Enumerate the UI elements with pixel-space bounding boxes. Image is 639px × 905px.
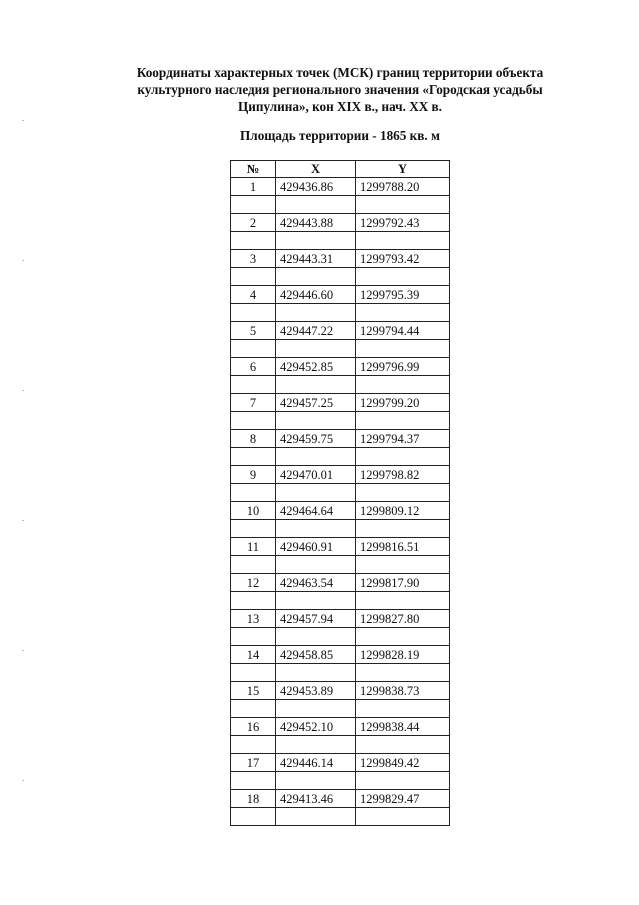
x-coordinate-cell: 429443.88 (276, 214, 356, 232)
point-number-cell: 9 (231, 466, 276, 484)
table-row (231, 358, 450, 376)
point-number-cell: 6 (231, 358, 276, 376)
table-row (231, 322, 450, 340)
table-row (231, 502, 450, 520)
document-title (100, 64, 580, 115)
empty-cell (356, 484, 450, 502)
y-coordinate-cell: 1299796.99 (356, 358, 450, 376)
empty-table-row (231, 232, 450, 250)
x-coordinate-cell: 429470.01 (276, 466, 356, 484)
y-coordinate-cell: 1299849.42 (356, 754, 450, 772)
x-coordinate-cell: 429452.10 (276, 718, 356, 736)
empty-cell (356, 412, 450, 430)
empty-cell (356, 592, 450, 610)
table-body (231, 178, 450, 826)
empty-cell (356, 304, 450, 322)
empty-table-row (231, 592, 450, 610)
empty-cell (231, 232, 276, 250)
y-coordinate-cell: 1299799.20 (356, 394, 450, 412)
y-coordinate-cell: 1299816.51 (356, 538, 450, 556)
empty-cell (356, 556, 450, 574)
empty-cell (231, 268, 276, 286)
empty-table-row (231, 376, 450, 394)
empty-table-row (231, 268, 450, 286)
x-coordinate-cell: 429447.22 (276, 322, 356, 340)
empty-cell (231, 304, 276, 322)
empty-cell (356, 520, 450, 538)
empty-cell (276, 484, 356, 502)
empty-cell (276, 700, 356, 718)
point-number-cell: 17 (231, 754, 276, 772)
point-number-cell: 1 (231, 178, 276, 196)
x-coordinate-cell: 429457.25 (276, 394, 356, 412)
title-line-1: Координаты характерных точек (МСК) границ территории объекта (136, 65, 544, 80)
y-coordinate-cell: 1299829.47 (356, 790, 450, 808)
y-coordinate-cell: 1299793.42 (356, 250, 450, 268)
empty-cell (231, 736, 276, 754)
empty-table-row (231, 556, 450, 574)
y-coordinate-cell: 1299827.80 (356, 610, 450, 628)
x-coordinate-cell: 429464.64 (276, 502, 356, 520)
x-coordinate-cell: 429459.75 (276, 430, 356, 448)
x-coordinate-cell: 429413.46 (276, 790, 356, 808)
x-coordinate-cell: 429460.91 (276, 538, 356, 556)
table-row (231, 754, 450, 772)
y-coordinate-cell: 1299795.39 (356, 286, 450, 304)
empty-cell (276, 808, 356, 826)
table-row (231, 574, 450, 592)
point-number-cell: 7 (231, 394, 276, 412)
area-caption: Площадь территории - 1865 кв. м (240, 128, 440, 143)
empty-table-row (231, 412, 450, 430)
empty-cell (231, 628, 276, 646)
empty-cell (356, 268, 450, 286)
empty-cell (356, 340, 450, 358)
empty-cell (276, 520, 356, 538)
empty-cell (231, 772, 276, 790)
empty-cell (276, 556, 356, 574)
x-coordinate-cell: 429453.89 (276, 682, 356, 700)
empty-cell (231, 412, 276, 430)
point-number-cell: 4 (231, 286, 276, 304)
y-coordinate-cell: 1299792.43 (356, 214, 450, 232)
title-line-3: Ципулина», кон XIX в., нач. XX в. (238, 99, 442, 114)
y-coordinate-cell: 1299838.73 (356, 682, 450, 700)
empty-cell (276, 232, 356, 250)
header-number: № (231, 161, 276, 178)
point-number-cell: 2 (231, 214, 276, 232)
table-row (231, 790, 450, 808)
y-coordinate-cell: 1299794.37 (356, 430, 450, 448)
empty-cell (356, 700, 450, 718)
empty-table-row (231, 808, 450, 826)
empty-cell (231, 448, 276, 466)
empty-cell (356, 376, 450, 394)
empty-cell (356, 664, 450, 682)
empty-cell (356, 232, 450, 250)
y-coordinate-cell: 1299809.12 (356, 502, 450, 520)
empty-cell (276, 376, 356, 394)
y-coordinate-cell: 1299798.82 (356, 466, 450, 484)
y-coordinate-cell: 1299838.44 (356, 718, 450, 736)
empty-cell (356, 628, 450, 646)
point-number-cell: 16 (231, 718, 276, 736)
x-coordinate-cell: 429463.54 (276, 574, 356, 592)
point-number-cell: 3 (231, 250, 276, 268)
scan-mark (22, 520, 24, 521)
point-number-cell: 11 (231, 538, 276, 556)
empty-cell (276, 664, 356, 682)
empty-cell (231, 700, 276, 718)
x-coordinate-cell: 429446.60 (276, 286, 356, 304)
empty-table-row (231, 448, 450, 466)
empty-cell (231, 808, 276, 826)
point-number-cell: 18 (231, 790, 276, 808)
empty-cell (276, 340, 356, 358)
x-coordinate-cell: 429458.85 (276, 646, 356, 664)
empty-cell (276, 628, 356, 646)
point-number-cell: 10 (231, 502, 276, 520)
table-row (231, 430, 450, 448)
title-line-2: культурного наследия регионального значения «Городская усадьбы (137, 82, 543, 97)
table-row (231, 610, 450, 628)
point-number-cell: 15 (231, 682, 276, 700)
y-coordinate-cell: 1299828.19 (356, 646, 450, 664)
empty-cell (276, 448, 356, 466)
empty-cell (276, 772, 356, 790)
empty-table-row (231, 340, 450, 358)
empty-table-row (231, 664, 450, 682)
empty-table-row (231, 196, 450, 214)
scan-mark (22, 120, 24, 121)
empty-cell (356, 736, 450, 754)
empty-cell (231, 376, 276, 394)
empty-cell (356, 196, 450, 214)
empty-cell (276, 592, 356, 610)
empty-table-row (231, 736, 450, 754)
empty-cell (231, 556, 276, 574)
x-coordinate-cell: 429452.85 (276, 358, 356, 376)
empty-table-row (231, 772, 450, 790)
x-coordinate-cell: 429446.14 (276, 754, 356, 772)
empty-cell (356, 772, 450, 790)
point-number-cell: 12 (231, 574, 276, 592)
table-row (231, 394, 450, 412)
empty-cell (231, 592, 276, 610)
scan-mark (22, 650, 24, 651)
table-row (231, 682, 450, 700)
point-number-cell: 5 (231, 322, 276, 340)
empty-cell (231, 664, 276, 682)
empty-cell (276, 304, 356, 322)
point-number-cell: 13 (231, 610, 276, 628)
y-coordinate-cell: 1299817.90 (356, 574, 450, 592)
table-header-row (231, 161, 450, 178)
table-row (231, 286, 450, 304)
x-coordinate-cell: 429457.94 (276, 610, 356, 628)
empty-cell (356, 808, 450, 826)
table-row (231, 214, 450, 232)
header-x: X (276, 161, 356, 178)
point-number-cell: 8 (231, 430, 276, 448)
point-number-cell: 14 (231, 646, 276, 664)
table-row (231, 538, 450, 556)
empty-cell (231, 340, 276, 358)
scan-mark (22, 780, 24, 781)
empty-cell (231, 520, 276, 538)
coordinates-table (230, 160, 450, 826)
table-row (231, 250, 450, 268)
empty-cell (231, 484, 276, 502)
y-coordinate-cell: 1299788.20 (356, 178, 450, 196)
table-row (231, 718, 450, 736)
table-row (231, 646, 450, 664)
scan-mark (22, 260, 24, 261)
x-coordinate-cell: 429443.31 (276, 250, 356, 268)
empty-table-row (231, 520, 450, 538)
empty-cell (231, 196, 276, 214)
empty-cell (276, 412, 356, 430)
table-row (231, 466, 450, 484)
table-row (231, 178, 450, 196)
empty-table-row (231, 628, 450, 646)
scan-mark (22, 390, 24, 391)
header-y: Y (356, 161, 450, 178)
y-coordinate-cell: 1299794.44 (356, 322, 450, 340)
empty-table-row (231, 700, 450, 718)
x-coordinate-cell: 429436.86 (276, 178, 356, 196)
empty-table-row (231, 304, 450, 322)
empty-cell (276, 268, 356, 286)
empty-cell (356, 448, 450, 466)
empty-cell (276, 736, 356, 754)
empty-table-row (231, 484, 450, 502)
empty-cell (276, 196, 356, 214)
